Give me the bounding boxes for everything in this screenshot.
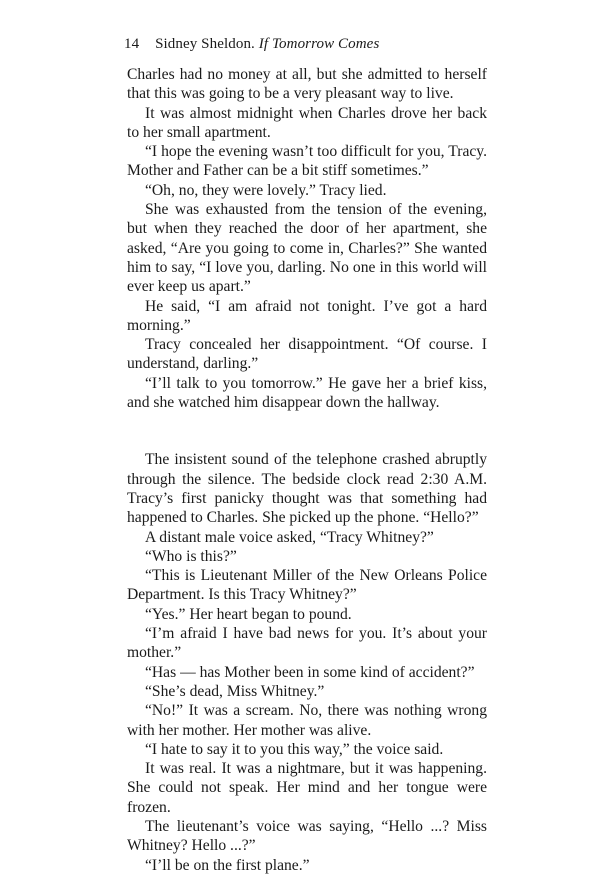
paragraph: “Who is this?” [145,547,237,565]
page-body [127,65,487,875]
paragraph: “This is Lieutenant Miller of the New Orleans Police Department. Is this Tracy Whitney?” [127,567,487,604]
paragraph: “Oh, no, they were lovely.” Tracy lied. [145,181,387,199]
paragraph: “I hate to say it to you this way,” the voice said. [145,740,444,758]
paragraph: A distant male voice asked, “Tracy Whitney?” [145,528,434,546]
paragraph: “I’m afraid I have bad news for you. It’s about your mother.” [127,625,487,662]
paragraph: “Yes.” Her heart began to pound. [145,605,352,623]
paragraph: “Has — has Mother been in some kind of accident?” [145,663,475,681]
paragraph: She was exhausted from the tension of the evening, but when they reached the door of her apartment, she asked, “Are you going to come in, Charles?” She wanted him to say, “I love you, darling. No one in this world will ever keep us apart.” [127,201,487,296]
paragraph: “I hope the evening wasn’t too difficult for you, Tracy. Mother and Father can be a bit stiff sometimes.” [127,143,487,180]
page-number: 14 [124,36,140,52]
paragraph: It was almost midnight when Charles drove her back to her small apartment. [127,104,487,141]
paragraph: The insistent sound of the telephone crashed abruptly through the silence. The bedside clock read 2:30 A.M. Tracy’s first panicky thought was that something had happened to Charles. She picked up the phone. “Hello?” [127,451,487,527]
paragraph: Tracy concealed her disappointment. “Of course. I understand, darling.” [127,336,487,373]
paragraph: “I’ll talk to you tomorrow.” He gave her a brief kiss, and she watched him disappear down the hallway. [127,374,487,412]
paragraph: “No!” It was a scream. No, there was nothing wrong with her mother. Her mother was alive. [127,702,487,739]
header-book-title: If Tomorrow Comes [258,36,380,52]
header-author: Sidney Sheldon. [155,36,255,52]
paragraph: The lieutenant’s voice was saying, “Hello ...? Miss Whitney? Hello ...?” [127,817,487,855]
paragraph: It was real. It was a nightmare, but it was happening. She could not speak. Her mind and her tongue were frozen. [127,760,487,816]
section-break [127,412,487,450]
paragraph: “I’ll be on the first plane.” [145,856,310,874]
paragraph: Charles had no money at all, but she admitted to herself that this was going to be a very pleasant way to live. [127,66,487,103]
paragraph: “She’s dead, Miss Whitney.” [145,682,325,700]
paragraph: He said, “I am afraid not tonight. I’ve got a hard morning.” [127,297,487,334]
running-header [124,36,379,53]
